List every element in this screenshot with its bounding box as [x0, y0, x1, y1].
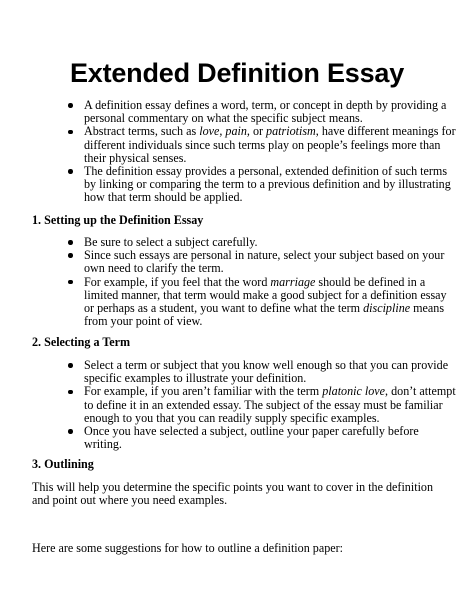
section-1-bullet-2	[0, 249, 474, 275]
text-line: different individuals since such terms play on people’s feelings more than	[84, 137, 441, 152]
intro-bullet-list	[0, 99, 474, 205]
text-line: Be sure to select a subject carefully.	[84, 235, 258, 249]
section-2-bullet-1	[0, 359, 474, 385]
text-line: their physical senses.	[84, 150, 187, 165]
intro-bullet-1	[0, 99, 474, 125]
bullet-icon	[68, 280, 73, 285]
text-line: The definition essay provides a personal, extended definition of such terms	[84, 163, 448, 178]
intro-bullet-2	[0, 125, 474, 165]
text-line: how that term should be applied.	[84, 190, 243, 205]
section-2-bullet-2	[0, 385, 474, 425]
section-1-bullet-list	[0, 236, 474, 328]
text-line: by linking or comparing the term to a previous definition and by illustrating	[84, 177, 451, 192]
text-line: A definition essay defines a word, term, or concept in depth by providing a	[84, 98, 447, 112]
text-line: writing.	[84, 437, 122, 452]
text-line: limited manner, that term would make a good subject for a definition essay	[84, 287, 447, 302]
text-line: to define it in an extended essay. The subject of the essay must be familiar	[84, 397, 443, 412]
text-line: personal commentary on what the specific subject means.	[84, 111, 363, 126]
section-1-bullet-3	[0, 276, 474, 329]
section-heading-1: 1. Setting up the Definition Essay	[32, 213, 204, 227]
text-line: Here are some suggestions for how to outline a definition paper:	[32, 541, 343, 555]
bullet-icon	[68, 390, 73, 395]
text-line: This will help you determine the specific points you want to cover in the definition	[32, 480, 434, 494]
text-line: own need to clarify the term.	[84, 261, 224, 276]
section-2-bullet-3	[0, 425, 474, 451]
text-line: Select a term or subject that you know well enough so that you can provide	[84, 358, 449, 372]
text-line: and point out where you need examples.	[32, 493, 228, 508]
bullet-icon	[68, 169, 73, 174]
section-heading-3: 3. Outlining	[32, 457, 94, 471]
section-3-paragraph	[32, 481, 433, 507]
text-line: For example, if you feel that the word marriage should be defined in a	[84, 274, 426, 289]
text-line: specific examples to illustrate your definition.	[84, 371, 307, 386]
bullet-icon	[68, 240, 73, 245]
text-line: Once you have selected a subject, outline your paper carefully before	[84, 423, 419, 438]
section-2-bullet-list	[0, 359, 474, 451]
text-line: from your point of view.	[84, 314, 203, 329]
text-line: For example, if you aren’t familiar with the term platonic love, don’t attempt	[84, 384, 456, 399]
text-line: enough to you that you can readily supply specific examples.	[84, 410, 380, 425]
page-title: Extended Definition Essay	[69, 58, 405, 88]
text-line: Abstract terms, such as love, pain, or patriotism, have different meanings for	[84, 124, 456, 139]
text-line: Since such essays are personal in nature, select your subject based on your	[84, 248, 445, 263]
section-heading-2: 2. Selecting a Term	[32, 335, 131, 349]
bullet-icon	[68, 253, 73, 258]
bullet-icon	[68, 363, 73, 368]
bullet-icon	[68, 130, 73, 135]
text-line: or perhaps as a student, you want to define what the term discipline means	[84, 300, 445, 315]
bullet-icon	[68, 429, 73, 434]
bullet-icon	[68, 103, 73, 108]
intro-bullet-3	[0, 165, 474, 205]
closing-paragraph	[32, 542, 343, 555]
